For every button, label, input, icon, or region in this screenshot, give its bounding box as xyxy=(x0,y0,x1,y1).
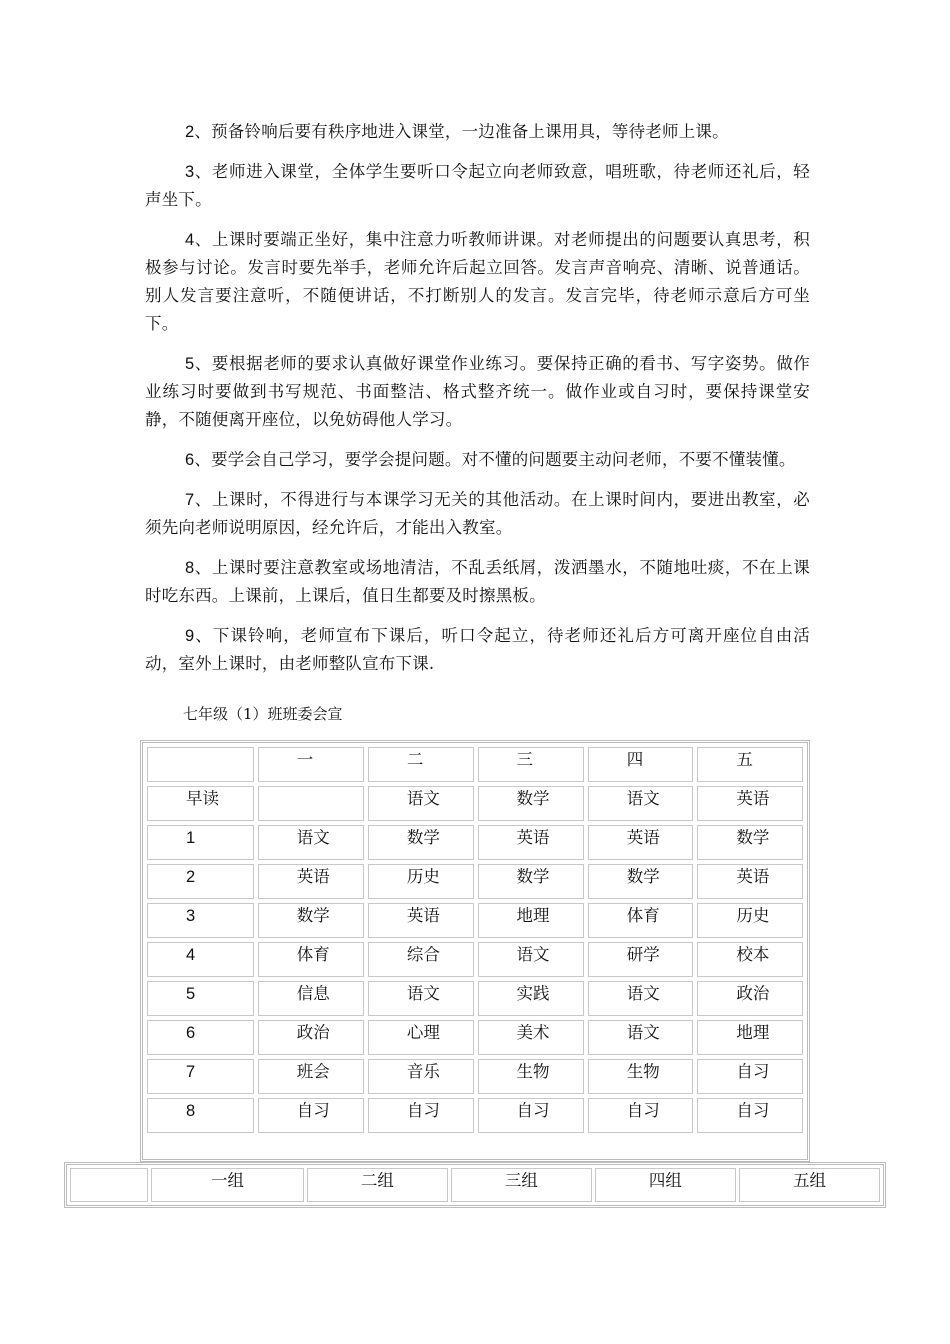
rule-paragraph xyxy=(145,350,810,434)
subject-cell: 研学 xyxy=(588,942,694,977)
schedule-row xyxy=(147,864,803,899)
period-label: 8 xyxy=(147,1098,254,1133)
rule-paragraph xyxy=(145,226,810,338)
group-cell: 一组 xyxy=(151,1168,304,1202)
rule-paragraph xyxy=(145,622,810,678)
subject-cell: 历史 xyxy=(368,864,474,899)
rule-paragraph xyxy=(145,158,810,214)
subject-cell: 音乐 xyxy=(368,1059,474,1094)
subject-cell: 地理 xyxy=(478,903,584,938)
rule-text: 、老师进入课堂，全体学生要听口令起立向老师致意，唱班歌，待老师还礼后，轻声坐下。 xyxy=(145,162,810,209)
subject-cell: 地理 xyxy=(697,1020,803,1055)
schedule-caption: 七年级（1）班班委会宣 xyxy=(183,705,343,723)
rule-paragraph xyxy=(145,118,810,146)
subject-cell: 生物 xyxy=(588,1059,694,1094)
subject-cell: 政治 xyxy=(697,981,803,1016)
subject-cell: 英语 xyxy=(478,825,584,860)
subject-cell: 自习 xyxy=(368,1098,474,1133)
group-blank-cell xyxy=(70,1168,148,1202)
subject-cell: 数学 xyxy=(478,786,584,821)
rule-number: 2 xyxy=(185,123,195,141)
period-label: 7 xyxy=(147,1059,254,1094)
subject-cell: 英语 xyxy=(258,864,364,899)
rule-paragraph xyxy=(145,446,810,474)
rule-number: 4 xyxy=(185,231,195,249)
rule-paragraph xyxy=(145,554,810,610)
subject-cell: 信息 xyxy=(258,981,364,1016)
rule-text: 、上课时要注意教室或场地清洁，不乱丢纸屑，泼洒墨水，不随地吐痰，不在上课时吃东西。上课前，上课后，值日生都要及时擦黑板。 xyxy=(145,558,810,605)
schedule-row xyxy=(147,825,803,860)
subject-cell: 政治 xyxy=(258,1020,364,1055)
subject-cell: 语文 xyxy=(588,786,694,821)
period-label: 2 xyxy=(147,864,254,899)
weekday-header: 三 xyxy=(478,747,584,782)
schedule-corner-cell xyxy=(147,747,254,782)
subject-cell: 英语 xyxy=(588,825,694,860)
rule-text: 、预备铃响后要有秩序地进入课堂，一边准备上课用具，等待老师上课。 xyxy=(194,122,729,141)
subject-cell: 自习 xyxy=(697,1098,803,1133)
subject-cell: 语文 xyxy=(478,942,584,977)
schedule-row xyxy=(147,1020,803,1055)
schedule-row xyxy=(147,786,803,821)
period-label: 4 xyxy=(147,942,254,977)
period-label: 5 xyxy=(147,981,254,1016)
subject-cell: 自习 xyxy=(258,1098,364,1133)
weekday-header: 五 xyxy=(697,747,803,782)
weekday-header: 一 xyxy=(258,747,364,782)
rule-number: 7 xyxy=(185,491,195,509)
subject-cell: 综合 xyxy=(368,942,474,977)
subject-cell: 体育 xyxy=(258,942,364,977)
subject-cell: 数学 xyxy=(258,903,364,938)
group-cell: 二组 xyxy=(307,1168,448,1202)
rule-text: 、上课时要端正坐好，集中注意力听教师讲课。对老师提出的问题要认真思考，积极参与讨论。发言时要先举手，老师允许后起立回答。发言声音响亮、清晰、说普通话。别人发言要注意听，不随便讲话，不打断别人的发言。发言完毕，待老师示意后方可坐下。 xyxy=(145,230,810,333)
group-cell: 五组 xyxy=(739,1168,880,1202)
group-cell: 三组 xyxy=(451,1168,592,1202)
schedule-row xyxy=(147,1059,803,1094)
rule-text: 、要根据老师的要求认真做好课堂作业练习。要保持正确的看书、写字姿势。做作业练习时要做到书写规范、书面整洁、格式整齐统一。做作业或自习时，要保持课堂安静，不随便离开座位，以免妨碍他人学习。 xyxy=(145,354,810,429)
rule-text: 、要学会自己学习，要学会提问题。对不懂的问题要主动问老师，不要不懂装懂。 xyxy=(194,450,796,469)
subject-cell: 语文 xyxy=(588,981,694,1016)
subject-cell: 语文 xyxy=(368,981,474,1016)
subject-cell: 数学 xyxy=(588,864,694,899)
schedule-row xyxy=(147,942,803,977)
rule-number: 6 xyxy=(185,451,195,469)
rule-text: 、下课铃响，老师宣布下课后，听口令起立，待老师还礼后方可离开座位自由活动，室外上课时，由老师整队宣布下课. xyxy=(145,626,810,673)
subject-cell xyxy=(258,786,364,821)
subject-cell: 生物 xyxy=(478,1059,584,1094)
rule-text: 、上课时，不得进行与本课学习无关的其他活动。在上课时间内，要进出教室，必须先向老师说明原因，经允许后，才能出入教室。 xyxy=(145,490,810,537)
rule-paragraph xyxy=(145,486,810,542)
rule-number: 8 xyxy=(185,559,195,577)
schedule-row xyxy=(147,1098,803,1133)
subject-cell: 语文 xyxy=(588,1020,694,1055)
period-label: 6 xyxy=(147,1020,254,1055)
rule-number: 5 xyxy=(185,355,195,373)
subject-cell: 自习 xyxy=(478,1098,584,1133)
classroom-rules xyxy=(145,118,810,690)
subject-cell: 数学 xyxy=(368,825,474,860)
group-table xyxy=(64,1162,886,1208)
subject-cell: 英语 xyxy=(697,786,803,821)
subject-cell: 体育 xyxy=(588,903,694,938)
subject-cell: 实践 xyxy=(478,981,584,1016)
rule-number: 3 xyxy=(185,163,195,181)
subject-cell: 英语 xyxy=(368,903,474,938)
schedule-row xyxy=(147,903,803,938)
weekday-header: 二 xyxy=(368,747,474,782)
subject-cell: 数学 xyxy=(697,825,803,860)
period-label: 1 xyxy=(147,825,254,860)
subject-cell: 美术 xyxy=(478,1020,584,1055)
subject-cell: 语文 xyxy=(258,825,364,860)
class-schedule-table xyxy=(140,740,810,1162)
subject-cell: 自习 xyxy=(588,1098,694,1133)
period-label: 早读 xyxy=(147,786,254,821)
subject-cell: 历史 xyxy=(697,903,803,938)
subject-cell: 自习 xyxy=(697,1059,803,1094)
group-cell: 四组 xyxy=(595,1168,736,1202)
period-label: 3 xyxy=(147,903,254,938)
subject-cell: 语文 xyxy=(368,786,474,821)
schedule-row xyxy=(147,981,803,1016)
subject-cell: 心理 xyxy=(368,1020,474,1055)
subject-cell: 英语 xyxy=(697,864,803,899)
schedule-header-row xyxy=(147,747,803,782)
subject-cell: 班会 xyxy=(258,1059,364,1094)
subject-cell: 校本 xyxy=(697,942,803,977)
weekday-header: 四 xyxy=(588,747,694,782)
subject-cell: 数学 xyxy=(478,864,584,899)
rule-number: 9 xyxy=(185,627,195,645)
